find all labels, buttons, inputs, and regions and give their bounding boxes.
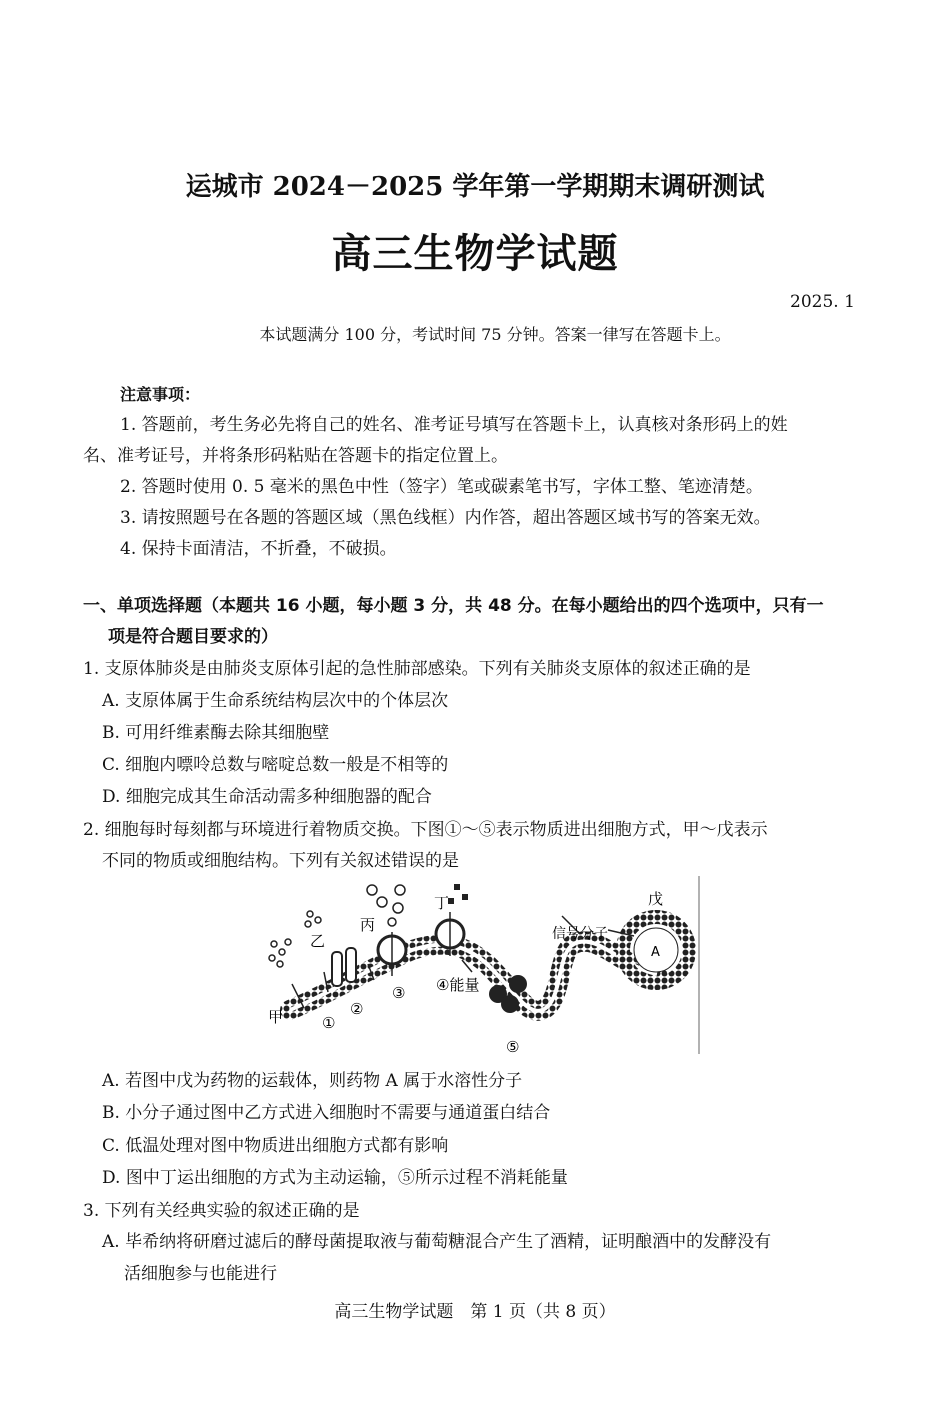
label-bing: 丙 (360, 916, 376, 934)
question-2-option-d: D. 图中丁运出细胞的方式为主动运输，⑤所示过程不消耗能量 (102, 1168, 568, 1188)
label-signal-molecule: 信号分子 (552, 926, 608, 942)
notice-item-1-line-1: 1. 答题前，考生务必先将自己的姓名、准考证号填写在答题卡上，认真核对条形码上的姓 (120, 415, 788, 435)
question-2-stem-line-1: 2. 细胞每时每刻都与环境进行着物质交换。下图①～⑤表示物质进出细胞方式，甲～戊表示 (83, 820, 768, 840)
notice-item-2: 2. 答题时使用 0. 5 毫米的黑色中性（签字）笔或碳素笔书写，字体工整、笔迹清楚。 (120, 477, 763, 497)
label-wu: 戊 (648, 890, 664, 908)
label-route-5: ⑤ (506, 1038, 520, 1056)
label-jia: 甲 (268, 1008, 284, 1026)
label-energy: ④能量 (436, 976, 480, 994)
notice-heading: 注意事项： (120, 385, 201, 404)
question-2-option-c: C. 低温处理对图中物质进出细胞方式都有影响 (102, 1136, 449, 1156)
exam-date: 2025. 1 (790, 292, 855, 312)
question-1-option-d: D. 细胞完成其生命活动需多种细胞器的配合 (102, 787, 432, 807)
label-yi: 乙 (310, 932, 326, 950)
notice-item-3: 3. 请按照题号在各题的答题区域（黑色线框）内作答，超出答题区域书写的答案无效。 (120, 508, 771, 528)
question-3-stem: 3. 下列有关经典实验的叙述正确的是 (83, 1201, 360, 1221)
label-route-1: ① (322, 1014, 336, 1032)
section-1-heading-line-2: 项是符合题目要求的） (108, 627, 278, 647)
question-3-option-a-line-2: 活细胞参与也能进行 (124, 1264, 277, 1284)
notice-item-1-line-2: 名、准考证号，并将条形码粘贴在答题卡的指定位置上。 (83, 446, 508, 466)
membrane-transport-figure (262, 872, 704, 1058)
question-2-stem-line-2: 不同的物质或细胞结构。下列有关叙述错误的是 (102, 851, 459, 871)
question-2-option-a: A. 若图中戊为药物的运载体，则药物 A 属于水溶性分子 (102, 1071, 523, 1091)
exam-title: 运城市 2024－2025 学年第一学期期末调研测试 (185, 172, 765, 202)
exam-intro: 本试题满分 100 分，考试时间 75 分钟。答案一律写在答题卡上。 (259, 325, 731, 344)
label-drug-a: A (651, 945, 660, 960)
channel-protein (332, 952, 342, 986)
section-1-heading-line-1: 一、单项选择题（本题共 16 小题，每小题 3 分，共 48 分。在每小题给出的四个选项中，只有一 (83, 596, 824, 616)
page-footer: 高三生物学试题 第 1 页（共 8 页） (334, 1302, 616, 1322)
particle (509, 975, 527, 993)
label-route-3: ③ (392, 984, 406, 1002)
channel-protein (346, 948, 356, 982)
question-3-option-a-line-1: A. 毕希纳将研磨过滤后的酵母菌提取液与葡萄糖混合产生了酒精，证明酿酒中的发酵没有 (102, 1232, 772, 1252)
notice-item-4: 4. 保持卡面清洁，不折叠，不破损。 (120, 539, 397, 559)
subject-title: 高三生物学试题 (331, 230, 619, 277)
label-route-2: ② (350, 1000, 364, 1018)
question-1-stem: 1. 支原体肺炎是由肺炎支原体引起的急性肺部感染。下列有关肺炎支原体的叙述正确的是 (83, 659, 751, 679)
question-1-option-b: B. 可用纤维素酶去除其细胞壁 (102, 723, 330, 743)
molecules-ding (448, 884, 468, 904)
particle (501, 995, 519, 1013)
question-1-option-a: A. 支原体属于生命系统结构层次中的个体层次 (102, 691, 449, 711)
label-ding: 丁 (434, 894, 450, 912)
question-1-option-c: C. 细胞内嘌呤总数与嘧啶总数一般是不相等的 (102, 755, 449, 775)
question-2-option-b: B. 小分子通过图中乙方式进入细胞时不需要与通道蛋白结合 (102, 1103, 551, 1123)
